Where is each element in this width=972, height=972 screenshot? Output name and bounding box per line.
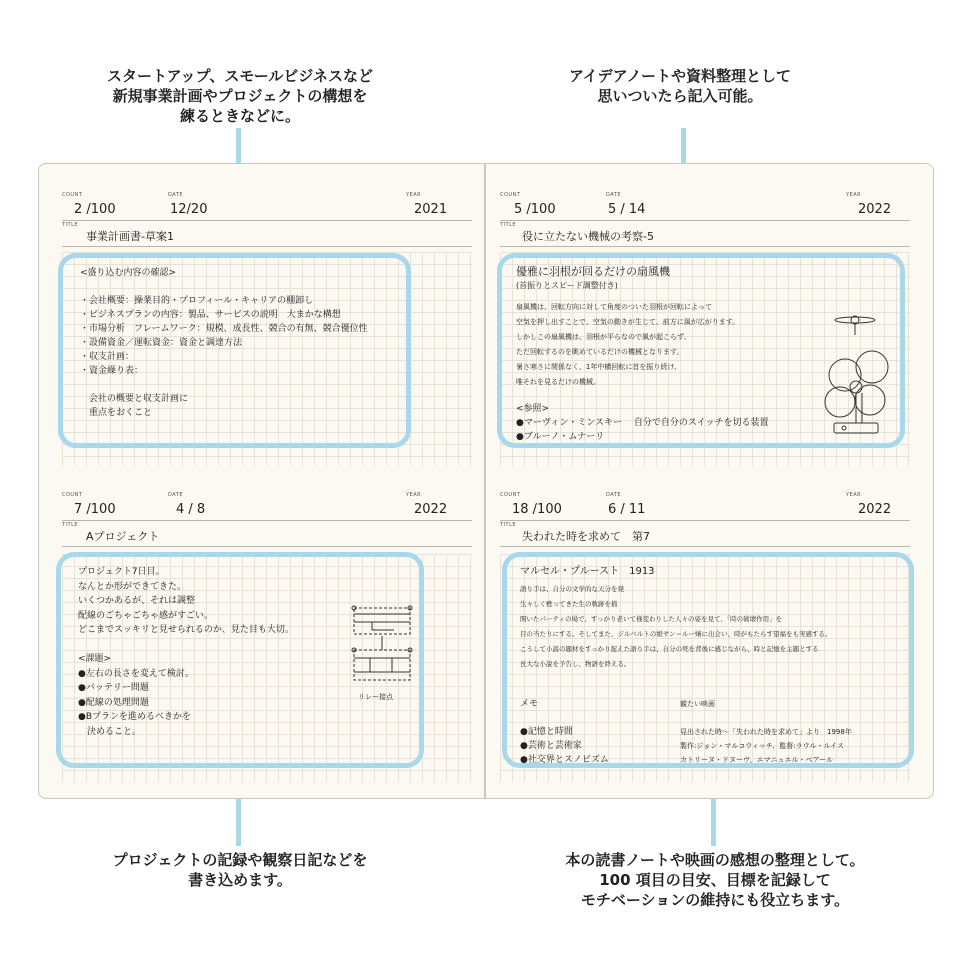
count-value: 18 /100 <box>512 502 562 517</box>
year-value: 2022 <box>414 502 448 517</box>
count-label: COUNT <box>62 492 83 498</box>
date-value: 6 / 11 <box>608 502 646 517</box>
count-label: COUNT <box>62 192 83 198</box>
entry-note: <盛り込む内容の確認> ・会社概要：操業目的・プロフィール・キャリアの棚卸し ・ビジネスプランの内容：製品、サービスの説明 大まかな構想 ・市場分析 フレームワーク：規模、成長性、競合の有無、競合優位性 ・設備資金／運転資金：資金と調達方法 ・収支計画： ・資金繰り表： 会社の概要と収支計画に 重点をおくこと <box>80 268 368 418</box>
header-rule <box>500 520 910 521</box>
entry-note: プロジェクト7日目。 なんとか形ができてきた。 いくつかあるが、それは調整 配線のごちゃごちゃ感がすごい。 どこまでスッキリと見せられるのか、見た目も大切。 <課題> ●左右の長さを変えて検討。 ●バッテリー問題 ●配線の処理問題 ●Bプランを進めるべきかを 決めること。 <box>78 567 294 737</box>
year-label: YEAR <box>406 192 422 198</box>
fan-sketch <box>810 305 900 445</box>
title-label: TITLE <box>62 522 79 528</box>
entry-references: <参照> ●マーヴィン・ミンスキー 自分で自分のスイッチを切る装置 ●ブルーノ・ムナーリ <box>516 404 769 442</box>
memo-right: 観たい映画 見出された時～「失われた時を求めて」より 1998年 製作:ジョン・マルコウィッチ、監督:ラウル・ルイス カトリーヌ・ドヌーヴ、エマニュエル・ベアール <box>680 700 852 764</box>
count-label: COUNT <box>500 192 521 198</box>
title-label: TITLE <box>500 222 517 228</box>
title-rule <box>62 246 472 247</box>
count-value: 7 /100 <box>74 502 116 517</box>
sketch-label: リレー接点 <box>358 693 393 701</box>
year-label: YEAR <box>846 492 862 498</box>
title-rule <box>62 546 472 547</box>
caption-top-left: スタートアップ、スモールビジネスなど 新規事業計画やプロジェクトの構想を 練るときなどに。 <box>107 67 373 125</box>
year-value: 2021 <box>414 202 448 217</box>
date-label: DATE <box>606 492 622 498</box>
memo-left: メモ ●記憶と時間 ●芸術と芸術家 ●社交界とスノビズム <box>520 699 609 765</box>
caption-bottom-left: プロジェクトの記録や観察日記などを 書き込めます。 <box>112 851 368 889</box>
caption-top-right: アイデアノートや資料整理として 思いついたら記入可能。 <box>568 67 791 105</box>
entry-body: 語り手は、自分の文学的な天分を発 生々しく甦ってきた生の軌跡を描 開いたパーティの場で、すっかり老いて様変わりした人々の姿を見て、「時の破壊作用」を 目の当たりにする。そしてまた、ジルベルトの娘サン＝ルー嬢に出会い、時がもたらす望福をも実感する。 こうして小説の題材をすっかり捉えた語り手は、自分の死を背後に感じながら、時と記憶を主題とする 長大な小説を予告し、物語を終える。 <box>520 585 832 668</box>
date-label: DATE <box>168 492 184 498</box>
title-rule <box>500 246 910 247</box>
title-rule <box>500 546 910 547</box>
entry-title: 役に立たない機械の考察-5 <box>522 230 654 243</box>
header-rule <box>500 220 910 221</box>
date-label: DATE <box>606 192 622 198</box>
notebook-spine <box>484 163 486 799</box>
entry-body: 扇風機は、回転方向に対して角度のついた羽根が回転によって 空気を押し出すことで、空気の動きが生じて、前方に風が広がります。 しかしこの扇風機は、羽根が平らなので風が起こらず、 ただ回転するのを眺めているだけの機械となります。 暑さ寒さに関係なく、1年中横回転に首を振り続け、 唯それを見るだけの機械。 <box>516 303 740 386</box>
year-value: 2022 <box>858 502 892 517</box>
entry-subheading: (首振りとスピード調整付き) <box>516 281 618 290</box>
relay-circuit-sketch <box>350 602 414 692</box>
year-label: YEAR <box>406 492 422 498</box>
header-rule <box>62 520 472 521</box>
entry-title: 事業計画書-草案1 <box>86 230 174 243</box>
entry-title: 失われた時を求めて 第7 <box>522 530 650 543</box>
date-value: 12/20 <box>170 202 208 217</box>
entry-heading: 優雅に羽根が回るだけの扇風機 <box>516 265 670 278</box>
date-value: 4 / 8 <box>176 502 206 517</box>
entry-title: Aプロジェクト <box>86 530 160 543</box>
header-rule <box>62 220 472 221</box>
count-label: COUNT <box>500 492 521 498</box>
year-label: YEAR <box>846 192 862 198</box>
count-value: 2 /100 <box>74 202 116 217</box>
count-value: 5 /100 <box>514 202 556 217</box>
title-label: TITLE <box>62 222 79 228</box>
caption-bottom-right: 本の読書ノートや映画の感想の整理として。 100 項目の目安、目標を記録して モチベーションの維持にも役立ちます。 <box>565 851 865 909</box>
title-label: TITLE <box>500 522 517 528</box>
date-value: 5 / 14 <box>608 202 646 217</box>
date-label: DATE <box>168 192 184 198</box>
entry-heading: マルセル・プルースト 1913 <box>520 566 655 577</box>
year-value: 2022 <box>858 202 892 217</box>
